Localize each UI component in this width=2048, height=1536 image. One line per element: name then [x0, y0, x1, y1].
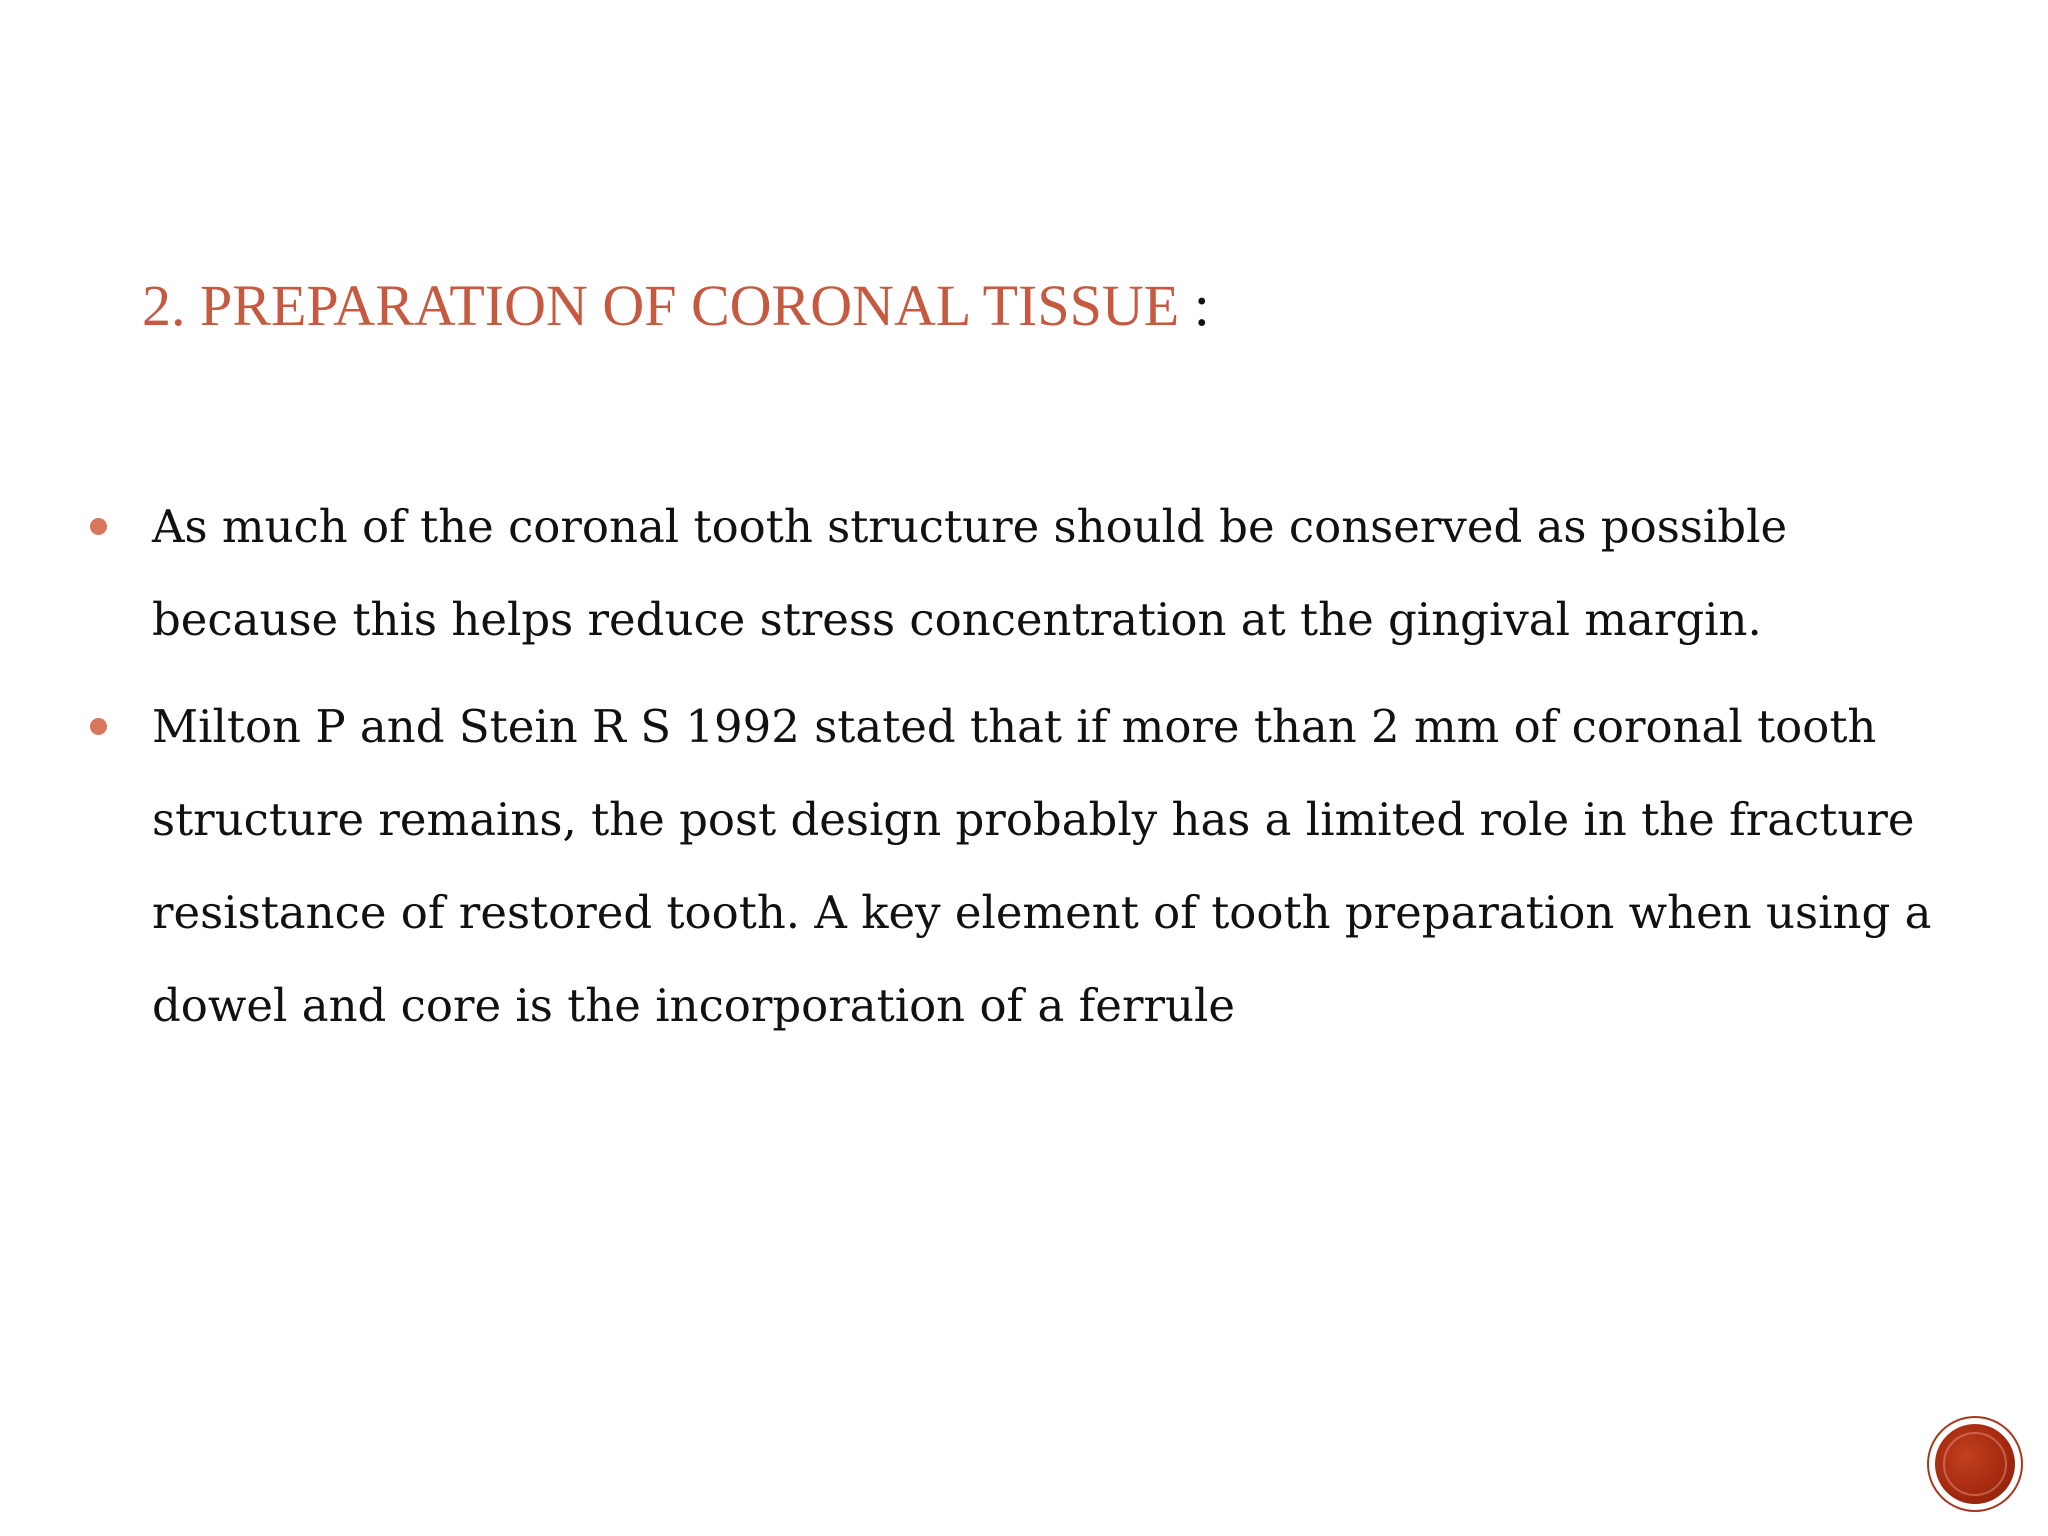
- bullet-line: structure remains, the post design probably has a limited role in the fracture: [152, 793, 1915, 846]
- bullet-line: Milton P and Stein R S 1992 stated that if more than 2 mm of coronal tooth: [152, 700, 1877, 753]
- slide-title-colon: :: [1179, 273, 1210, 338]
- slide-title: [142, 270, 1210, 342]
- bullet-line: dowel and core is the incorporation of a ferrule: [152, 979, 1235, 1032]
- bullet-line: because this helps reduce stress concentration at the gingival margin.: [152, 593, 1762, 646]
- bullet-line: resistance of restored tooth. A key element of tooth preparation when using a: [152, 886, 1932, 939]
- bullet-item-2: [90, 680, 1970, 1052]
- circular-logo-icon: [1929, 1418, 2021, 1510]
- bullet-item-1: [90, 480, 1970, 666]
- bullet-dot-icon: [90, 518, 107, 535]
- bullet-dot-icon: [90, 718, 107, 735]
- slide-title-text: 2. PREPARATION OF CORONAL TISSUE: [142, 273, 1180, 338]
- bullet-line: As much of the coronal tooth structure should be conserved as possible: [152, 500, 1788, 553]
- bullet-list: [90, 480, 1970, 1066]
- logo-ring: [1943, 1432, 2007, 1496]
